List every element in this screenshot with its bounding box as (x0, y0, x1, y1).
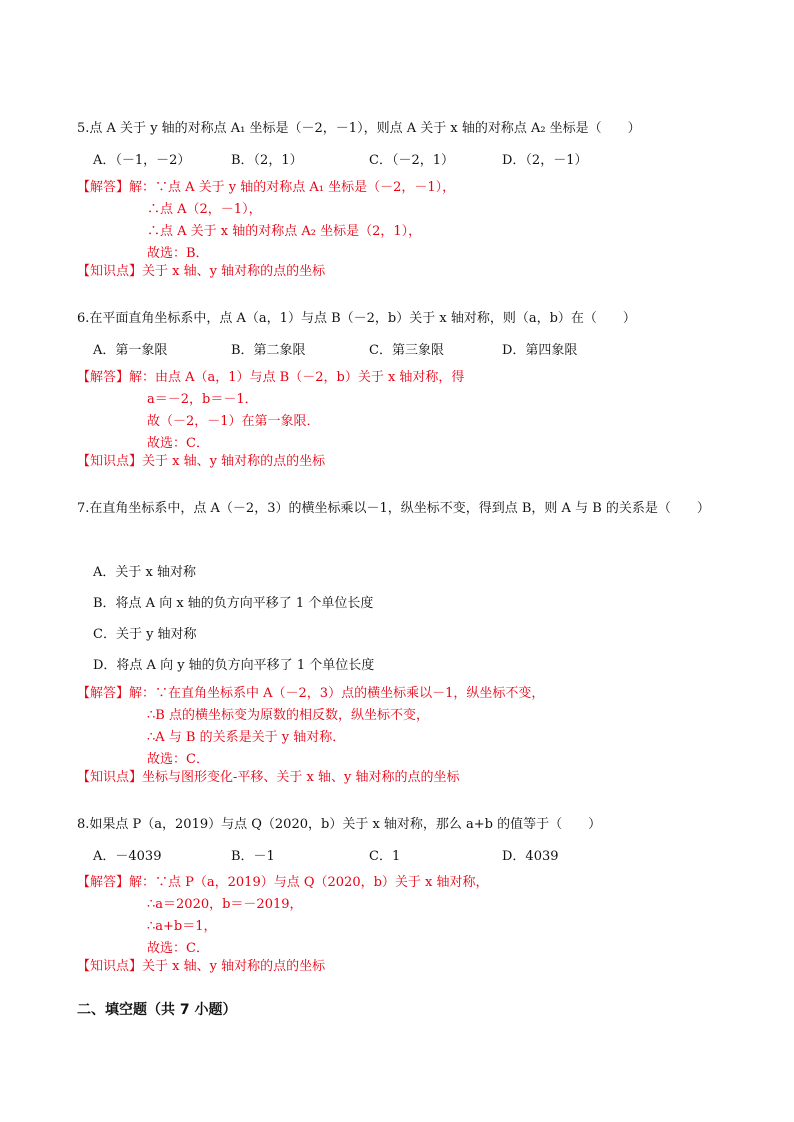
q7-option-a: A．关于 x 轴对称 (93, 565, 196, 580)
q5-answer-line-4: 故选：B． (147, 246, 209, 261)
q7-answer-line-2: ∴B 点的横坐标变为原数的相反数，纵坐标不变， (147, 708, 429, 723)
q6-option-d: D．第四象限 (502, 343, 578, 358)
q7-answer-line-1: 【解答】解：∵在直角坐标系中 A（－2，3）点的横坐标乘以－1，纵坐标不变， (77, 686, 545, 701)
q5-option-c: C．（－2，1） (369, 153, 454, 168)
q8-answer-line-4: 故选：C． (147, 941, 209, 956)
q5-option-b: B．（2，1） (231, 153, 303, 168)
q7-option-b: B．将点 A 向 x 轴的负方向平移了 1 个单位长度 (93, 596, 374, 611)
q6-knowledge: 【知识点】关于 x 轴、y 轴对称的点的坐标 (77, 454, 326, 469)
q8-knowledge: 【知识点】关于 x 轴、y 轴对称的点的坐标 (77, 959, 326, 974)
q5-knowledge: 【知识点】关于 x 轴、y 轴对称的点的坐标 (77, 264, 326, 279)
q8-stem: 8.如果点 P（a，2019）与点 Q（2020，b）关于 x 轴对称，那么 a+b 的值等于（ ） (77, 817, 602, 832)
q5-answer-line-3: ∴点 A 关于 x 轴的对称点 A₂ 坐标是（2，1）， (147, 224, 422, 239)
q7-stem: 7.在直角坐标系中，点 A（－2，3）的横坐标乘以－1，纵坐标不变，得到点 B，则 A 与 B 的关系是（ ） (77, 501, 710, 516)
q8-answer-line-3: ∴a+b＝1， (147, 919, 217, 934)
q6-answer-line-3: 故（－2，－1）在第一象限． (147, 414, 320, 429)
q5-option-a: A．（－1，－2） (93, 153, 191, 168)
q5-answer-line-1: 【解答】解：∵点 A 关于 y 轴的对称点 A₁ 坐标是（－2，－1）， (77, 180, 456, 195)
q5-answer-line-2: ∴点 A（2，－1）， (147, 202, 262, 217)
q6-option-c: C．第三象限 (369, 343, 444, 358)
q7-answer-line-4: 故选：C． (147, 752, 209, 767)
q6-answer-line-2: a＝－2，b＝－1． (147, 392, 258, 407)
q8-answer-line-2: ∴a＝2020，b＝－2019， (147, 897, 303, 912)
q7-option-c: C．关于 y 轴对称 (93, 627, 197, 642)
q8-option-d: D．4039 (502, 849, 559, 864)
section-heading-fill-in: 二、填空题（共 7 小题） (77, 1002, 237, 1018)
q6-answer-line-4: 故选：C． (147, 436, 209, 451)
q8-answer-line-1: 【解答】解：∵点 P（a，2019）与点 Q（2020，b）关于 x 轴对称， (77, 875, 489, 890)
q5-stem: 5.点 A 关于 y 轴的对称点 A₁ 坐标是（－2，－1），则点 A 关于 x 轴的对称点 A₂ 坐标是（ ） (77, 121, 641, 136)
q6-answer-line-1: 【解答】解：由点 A（a，1）与点 B（－2，b）关于 x 轴对称，得 (77, 370, 465, 385)
q7-option-d: D．将点 A 向 y 轴的负方向平移了 1 个单位长度 (93, 658, 375, 673)
q5-option-d: D．（2，－1） (502, 153, 588, 168)
q8-option-b: B．－1 (231, 849, 275, 864)
q8-option-a: A．－4039 (93, 849, 162, 864)
q7-answer-line-3: ∴A 与 B 的关系是关于 y 轴对称． (147, 730, 346, 745)
q6-stem: 6.在平面直角坐标系中，点 A（a，1）与点 B（－2，b）关于 x 轴对称，则（a，b）在（ ） (77, 311, 636, 326)
q7-knowledge: 【知识点】坐标与图形变化-平移、关于 x 轴、y 轴对称的点的坐标 (77, 770, 460, 785)
q6-option-a: A．第一象限 (93, 343, 168, 358)
q6-option-b: B．第二象限 (231, 343, 306, 358)
q8-option-c: C．1 (369, 849, 401, 864)
